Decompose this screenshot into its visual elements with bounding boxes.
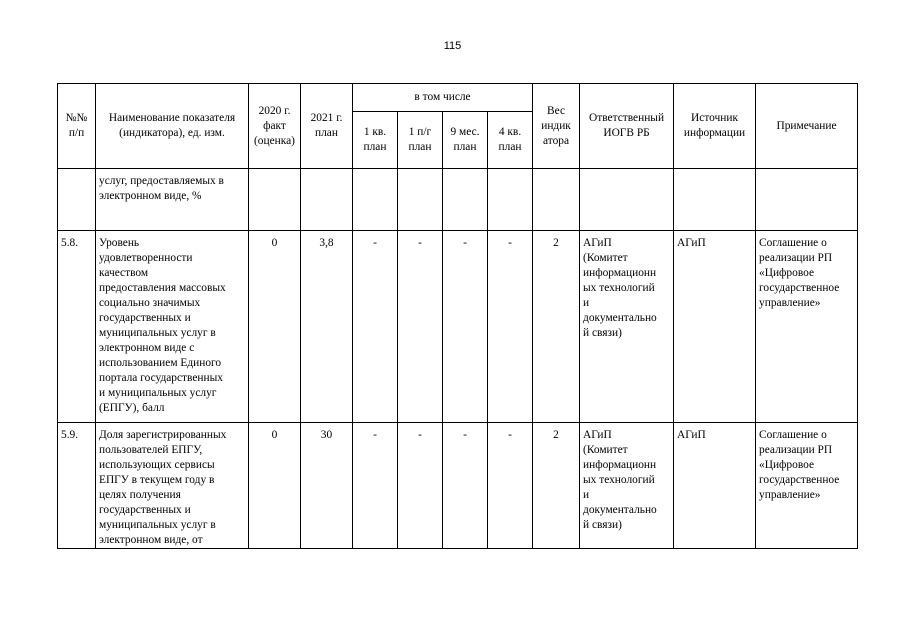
cell-q4: - [488, 231, 533, 423]
page-number: 115 [443, 40, 462, 52]
cell-source: АГиП [674, 231, 756, 423]
cell-note: Соглашение о реализации РП «Цифровое государственное управление» [756, 423, 858, 549]
cell-responsible [580, 169, 674, 231]
cell-9m [443, 169, 488, 231]
cell-fact-2020 [249, 169, 301, 231]
cell-num [58, 169, 96, 231]
cell-q1: - [353, 231, 398, 423]
header-name: Наименование показателя (индикатора), ед. изм. [96, 84, 249, 169]
cell-num: 5.8. [58, 231, 96, 423]
header-plan-2021: 2021 г. план [301, 84, 353, 169]
cell-9m: - [443, 231, 488, 423]
cell-num: 5.9. [58, 423, 96, 549]
cell-weight: 2 [533, 231, 580, 423]
cell-responsible: АГиП (Комитет информационн ых технологий и документально й связи) [580, 231, 674, 423]
table-row [58, 423, 858, 549]
header-q1: 1 кв. план [353, 112, 398, 169]
cell-note [756, 169, 858, 231]
cell-plan-2021: 3,8 [301, 231, 353, 423]
cell-h1: - [398, 423, 443, 549]
cell-name: Уровень удовлетворенности качеством предоставления массовых социально значимых государственных и муниципальных услуг в электронном виде с использованием Единого портала государственных и муниципальных услуг (ЕПГУ), балл [96, 231, 249, 423]
header-including: в том числе [353, 84, 533, 112]
cell-source: АГиП [674, 423, 756, 549]
cell-weight [533, 169, 580, 231]
cell-fact-2020: 0 [249, 423, 301, 549]
header-h1: 1 п/г план [398, 112, 443, 169]
header-9m: 9 мес. план [443, 112, 488, 169]
cell-plan-2021 [301, 169, 353, 231]
indicators-table [57, 83, 858, 549]
cell-q4 [488, 169, 533, 231]
cell-q1: - [353, 423, 398, 549]
cell-responsible: АГиП (Комитет информационн ых технологий и документально й связи) [580, 423, 674, 549]
header-note: Примечание [756, 84, 858, 169]
cell-name: услуг, предоставляемых в электронном виде, % [96, 169, 249, 231]
header-weight: Вес индик атора [533, 84, 580, 169]
table-row [58, 231, 858, 423]
cell-source [674, 169, 756, 231]
header-q4: 4 кв. план [488, 112, 533, 169]
cell-weight: 2 [533, 423, 580, 549]
header-source: Источник информации [674, 84, 756, 169]
header-num: №№ п/п [58, 84, 96, 169]
table-header-row [58, 84, 858, 112]
header-fact-2020: 2020 г. факт (оценка) [249, 84, 301, 169]
header-responsible: Ответственный ИОГВ РБ [580, 84, 674, 169]
cell-plan-2021: 30 [301, 423, 353, 549]
cell-9m: - [443, 423, 488, 549]
cell-fact-2020: 0 [249, 231, 301, 423]
cell-name: Доля зарегистрированных пользователей ЕПГУ, использующих сервисы ЕПГУ в текущем году в целях получения государственных и муниципальных услуг в электронном виде, от [96, 423, 249, 549]
cell-note: Соглашение о реализации РП «Цифровое государственное управление» [756, 231, 858, 423]
cell-h1 [398, 169, 443, 231]
cell-q1 [353, 169, 398, 231]
cell-h1: - [398, 231, 443, 423]
cell-q4: - [488, 423, 533, 549]
table-row [58, 169, 858, 231]
